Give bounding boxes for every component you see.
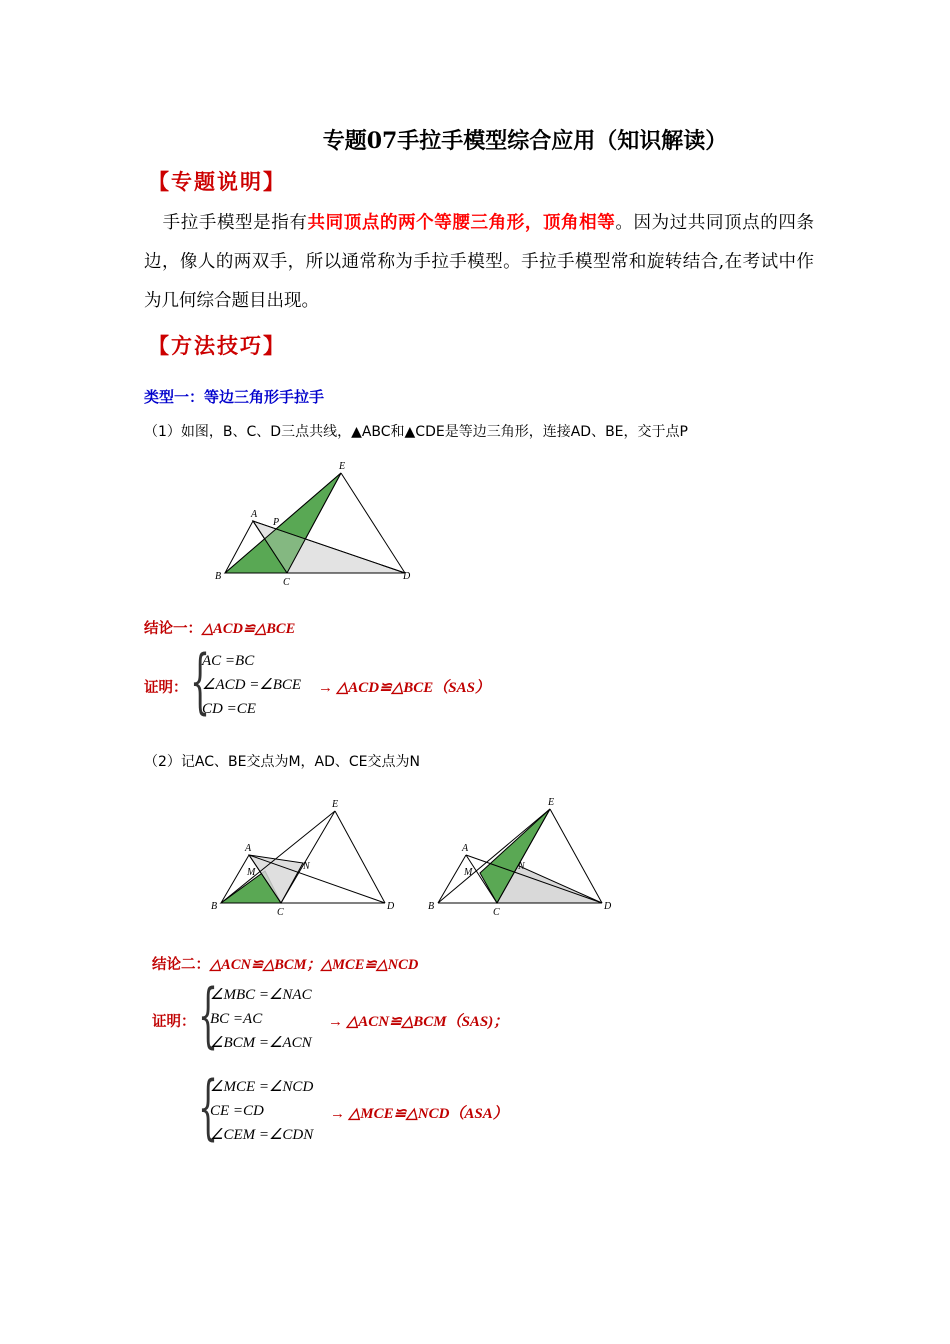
proof-1-line-2: ∠ACD =∠BCE [202,677,302,693]
intro-text-2: 。因为过共同顶点的四条边，像人的两双手，所以通常称为手拉手模型。手拉手模型常和旋转结合,在考试中作为几何综合题目出现。 [144,213,815,311]
conclusion-2 [152,953,418,974]
label-e-2: E [332,799,339,810]
segment-ab-3 [438,855,466,903]
proof-1-line-3: CD =CE [202,701,256,717]
question-1: （1）如图，B、C、D三点共线，▲ABC和▲CDE是等边三角形，连接AD、BE，交于点P [144,424,688,440]
proof-3-line-3: ∠CEM =∠CDN [210,1127,314,1143]
intro-highlight: 共同顶点的两个等腰三角形，顶角相等 [307,213,616,233]
intro-paragraph [144,204,814,321]
proof-2-label: 证明： [152,1013,196,1030]
segment-ed-2 [335,811,385,903]
label-e-3: E [548,797,555,808]
label-a: A [251,509,258,520]
proof-3-brace: { [198,1066,219,1148]
label-a-2: A [245,843,252,854]
proof-1-label: 证明： [144,679,188,696]
figure-1-diagram [205,455,425,590]
figure-2-left-diagram [205,793,410,923]
proof-3-line-2: CE =CD [210,1103,264,1119]
label-e: E [339,461,346,472]
label-b-3: B [428,901,435,912]
conclusion-2-expr: △ACN≌△BCM；△MCE≌△NCD [210,957,419,973]
proof-3-result: → △MCE≌△NCD（ASA） [330,1106,508,1122]
proof-2-result: → △ACN≌△BCM（SAS)； [328,1014,509,1030]
proof-2-system [210,983,312,1055]
conclusion-1-label: 结论一： [144,620,202,637]
figure-2-right-diagram [422,793,622,923]
proof-3-line-1: ∠MCE =∠NCD [210,1079,314,1095]
label-d: D [403,571,411,582]
proof-2-line-3: ∠BCM =∠ACN [210,1035,312,1051]
proof-2-brace: { [198,974,219,1056]
conclusion-1-expr: △ACD≌△BCE [202,621,296,637]
proof-1-result: → △ACD≌△BCE（SAS） [318,680,490,696]
label-m-2: M [247,867,256,878]
label-c-2: C [277,907,284,918]
conclusion-1 [144,617,295,638]
segment-ce-2 [281,811,335,903]
page-title: 专题07手拉手模型综合应用（知识解读） [322,128,728,154]
proof-3-system [210,1075,313,1147]
label-c: C [283,577,290,588]
label-p: P [273,517,280,528]
conclusion-2-label: 结论二： [152,956,210,973]
label-a-3: A [462,843,469,854]
label-n-2: N [303,861,310,872]
type-heading: 类型一：等边三角形手拉手 [144,388,325,406]
section-heading-description: 【专题说明】 [148,169,286,194]
proof-1-system [202,649,301,721]
proof-1-brace: { [190,640,211,722]
label-b: B [215,571,222,582]
label-c-3: C [493,907,500,918]
question-2: （2）记AC、BE交点为M，AD、CE交点为N [144,754,420,770]
label-n-3: N [518,861,525,872]
label-b-2: B [211,901,218,912]
label-m-3: M [464,867,473,878]
proof-1-line-1: AC =BC [202,653,255,669]
proof-2-line-1: ∠MBC =∠NAC [210,987,312,1003]
proof-2-line-2: BC =AC [210,1011,263,1027]
label-d-2: D [387,901,395,912]
intro-text-1: 手拉手模型是指有 [162,213,308,233]
section-heading-methods: 【方法技巧】 [148,333,286,358]
label-d-3: D [604,901,612,912]
